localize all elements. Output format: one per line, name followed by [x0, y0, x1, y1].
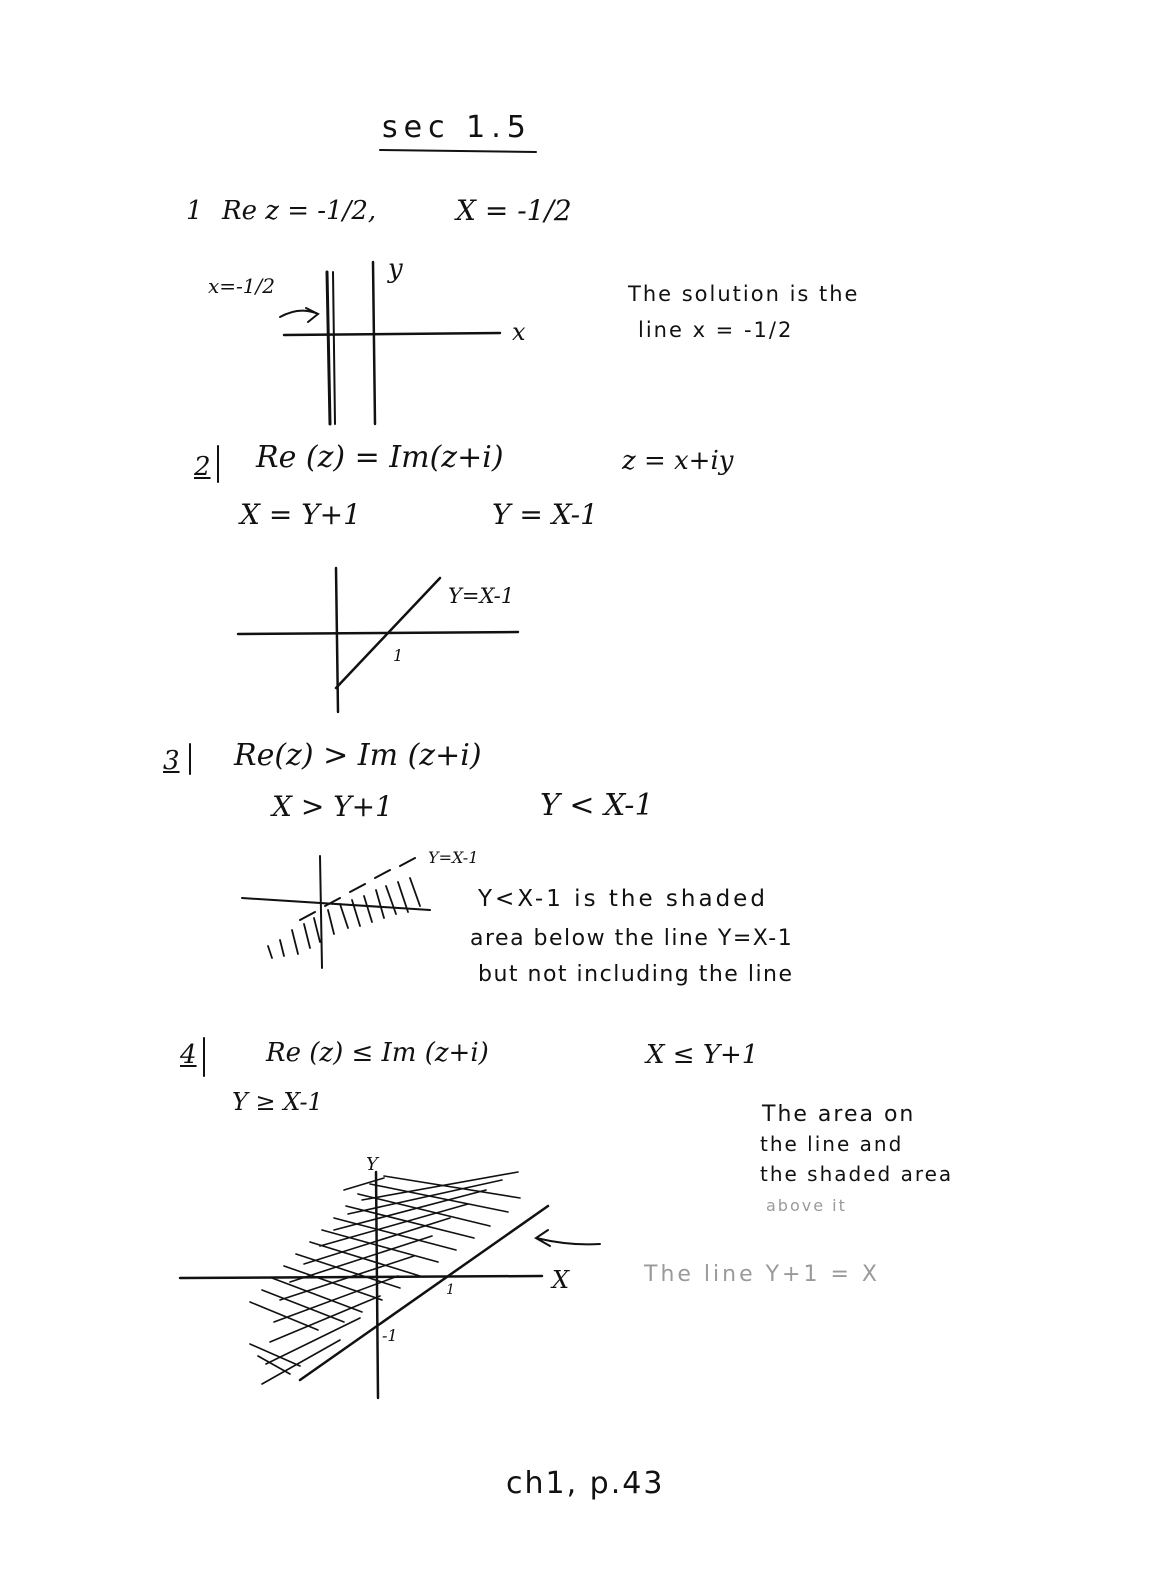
- problem-2-statement: Re (z) = Im(z+i): [256, 440, 504, 475]
- problem-3-line-label: Y=X-1: [428, 848, 479, 867]
- problem-4-note-line-4: above it: [766, 1196, 847, 1215]
- problem-4-y-intercept-label: -1: [382, 1326, 398, 1345]
- problem-1-note-line-1: The solution is the: [628, 282, 860, 306]
- problem-2-substitution: z = x+iy: [622, 446, 734, 476]
- page-footer: ch1, p.43: [506, 1466, 665, 1501]
- problem-4-x-axis: [180, 1276, 542, 1278]
- problem-1-note-line-2: line x = -1/2: [638, 318, 794, 342]
- problem-3-note-line-3: but not including the line: [478, 962, 794, 987]
- problem-4-note-line-3: the shaded area: [760, 1162, 954, 1186]
- problem-4-number: 4: [180, 1040, 197, 1070]
- problem-2-line-label: Y=X-1: [448, 584, 515, 608]
- problem-2-step-1: X = Y+1: [240, 498, 361, 531]
- problem-1-number: 1: [186, 196, 203, 226]
- problem-1-line-label: x=-1/2: [208, 274, 275, 298]
- problem-3-note-line-2: area below the line Y=X-1: [470, 926, 794, 951]
- problem-4-x-intercept-label: 1: [446, 1282, 455, 1298]
- problem-4-boundary-line: [300, 1206, 548, 1380]
- problem-4-step-2: Y ≥ X-1: [232, 1088, 323, 1116]
- problem-3-statement: Re(z) > Im (z+i): [234, 738, 482, 773]
- problem-4-line-note: The line Y+1 = X: [644, 1262, 880, 1287]
- problem-4-note-line-2: the line and: [760, 1132, 904, 1156]
- problem-1-result: X = -1/2: [456, 194, 572, 227]
- problem-2-number: 2: [194, 452, 211, 482]
- problem-2-intercept-label: 1: [393, 646, 404, 665]
- problem-3-step-1: X > Y+1: [272, 790, 393, 823]
- problem-4-y-axis: [376, 1172, 378, 1398]
- problem-1-statement: Re z = -1/2,: [222, 196, 377, 226]
- problem-4-axis-y-label: Y: [366, 1154, 378, 1175]
- problem-4-arrow: [536, 1230, 600, 1246]
- problem-3-note-line-1: Y<X-1 is the shaded: [478, 886, 768, 912]
- problem-4-axis-x-label: X: [552, 1266, 570, 1294]
- problem-4-note-line-1: The area on: [762, 1102, 916, 1127]
- problem-4-step-1: X ≤ Y+1: [646, 1040, 759, 1070]
- problem-2-step-2: Y = X-1: [492, 498, 598, 531]
- problem-3-number: 3: [163, 746, 180, 776]
- problem-3-step-2: Y < X-1: [540, 788, 654, 823]
- page-title: sec 1.5: [382, 110, 532, 145]
- problem-4-statement: Re (z) ≤ Im (z+i): [266, 1038, 489, 1068]
- problem-1-axis-x-label: x: [512, 318, 526, 346]
- problem-1-axis-y-label: y: [388, 254, 403, 284]
